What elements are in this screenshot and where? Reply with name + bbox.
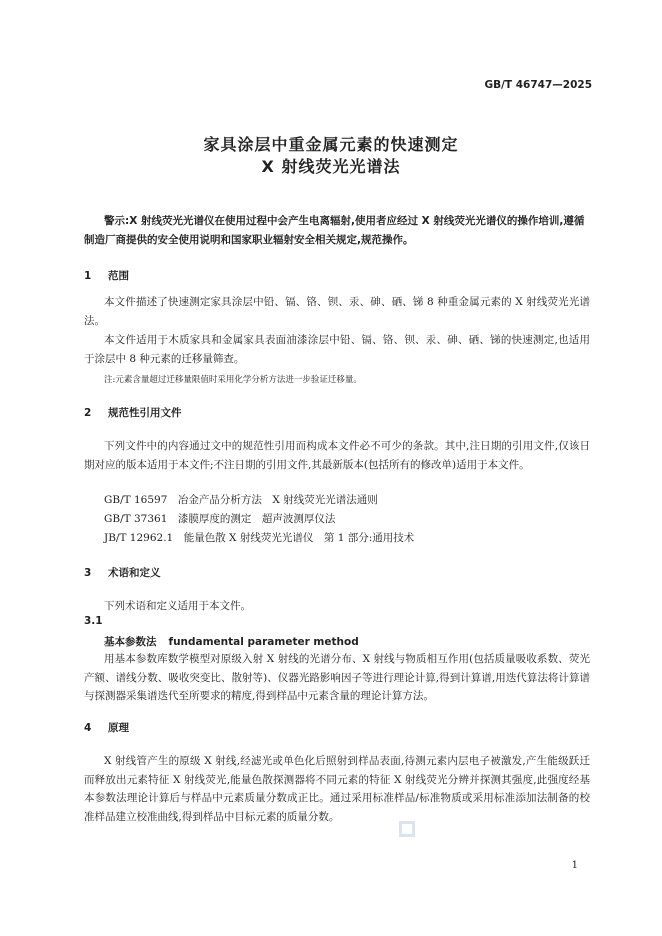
section-1-note: 注:元素含量超过迁移量限值时采用化学分析方法进一步验证迁移量。: [104, 375, 362, 385]
watermark-icon: [398, 820, 416, 838]
section-title: 范围: [108, 270, 129, 282]
title-line-1: 家具涂层中重金属元素的快速测定: [203, 135, 459, 154]
term-title: [104, 634, 359, 649]
section-title: 原理: [108, 722, 129, 734]
reference-item: GB/T 37361 漆膜厚度的测定 超声波测厚仪法: [104, 513, 336, 525]
safety-warning: 警示:X 射线荧光光谱仪在使用过程中会产生电离辐射,使用者应经过 X 射线荧光光谱仪的操作培训,遵循制造厂商提供的安全使用说明和国家职业辐射安全相关规定,规范操作。: [84, 215, 585, 246]
section-number: 4: [84, 722, 92, 734]
document-title: [0, 134, 662, 178]
section-3-heading: [84, 565, 161, 580]
section-1-para-1: 本文件描述了快速测定家具涂层中铅、镉、铬、钡、汞、砷、硒、锑 8 种重金属元素的 X 射线荧光光谱法。: [84, 296, 590, 327]
term-chinese: 基本参数法: [104, 636, 157, 648]
section-1-heading: [84, 268, 129, 283]
section-title: 术语和定义: [108, 567, 161, 579]
section-2-heading: [84, 405, 182, 420]
title-line-2: X 射线荧光光谱法: [261, 157, 401, 176]
section-2-para-1: 下列文件中的内容通过文中的规范性引用而构成本文件必不可少的条款。其中,注日期的引用文件,仅该日期对应的版本适用于本文件;不注日期的引用文件,其最新版本(包括所有的修改单)适用于本文件。: [84, 440, 590, 471]
term-definition: 用基本参数库数学模型对原级入射 X 射线的光谱分布、X 射线与物质相互作用(包括质量吸收系数、荧光产额、谱线分数、吸收突变比、散射等)、仪器光路影响因子等进行理论计算,得到计算谱,用迭代算法将计算谱与探测器采集谱迭代至所要求的精度,得到样品中元素含量的理论计算方法。: [84, 653, 590, 702]
reference-item: GB/T 16597 冶金产品分析方法 X 射线荧光光谱法通则: [104, 494, 378, 506]
section-number: 3: [84, 567, 92, 579]
page-number: 1: [571, 860, 578, 871]
reference-item: JB/T 12962.1 能量色散 X 射线荧光光谱仪 第 1 部分:通用技术: [104, 532, 415, 544]
section-number: 1: [84, 270, 92, 282]
term-english: fundamental parameter method: [168, 636, 359, 648]
term-number: 3.1: [84, 615, 103, 627]
section-3-para-1: 下列术语和定义适用于本文件。: [104, 600, 251, 612]
section-number: 2: [84, 407, 92, 419]
standard-number: GB/T 46747—2025: [484, 79, 592, 91]
section-1-para-2: 本文件适用于木质家具和金属家具表面油漆涂层中铅、镉、铬、钡、汞、砷、硒、锑的快速测定,也适用于涂层中 8 种元素的迁移量筛查。: [84, 334, 590, 365]
section-4-para-1: X 射线管产生的原级 X 射线,经滤光或单色化后照射到样品表面,待测元素内层电子被激发,产生能级跃迁而释放出元素特征 X 射线荧光,能量色散探测器将不同元素的特征 X 射线荧光分辨并探测其强度,此强度经基本参数法理论计算后与样品中元素质量分数成正比。通过采用标准样品/标准物质或采用标准添加法制备的校准样品建立校准曲线,得到样品中目标元素的质量分数。: [84, 755, 590, 823]
section-title: 规范性引用文件: [108, 407, 182, 419]
section-4-heading: [84, 720, 129, 735]
